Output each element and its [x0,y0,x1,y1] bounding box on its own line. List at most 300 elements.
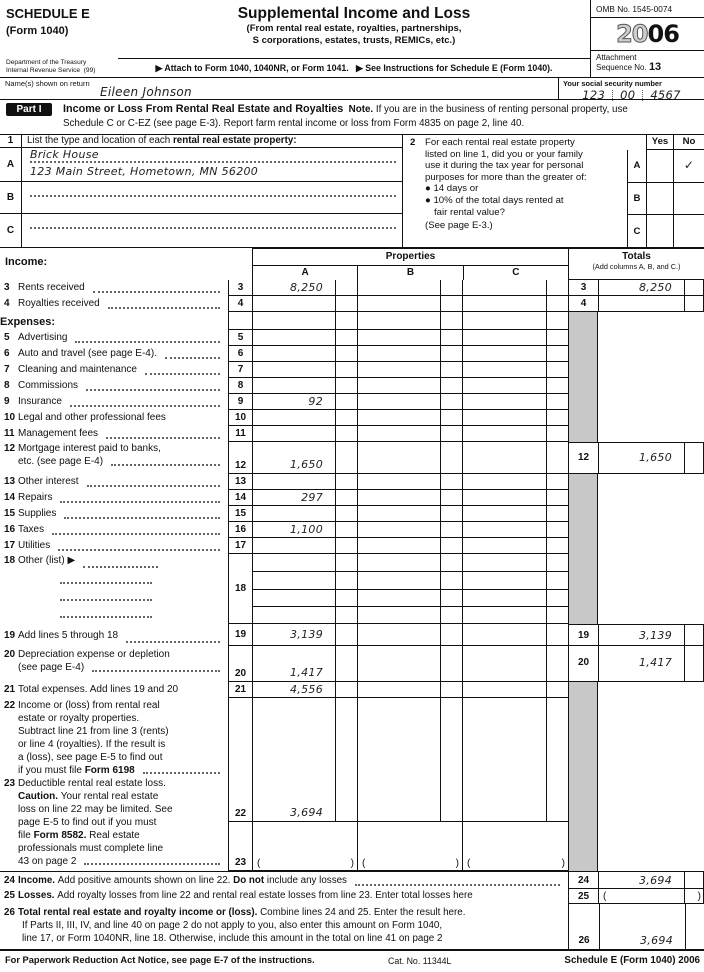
totals-empty [598,410,684,426]
line25-number: 25 [4,890,15,901]
cents-cell [440,490,462,506]
row-c-key: C [627,215,646,248]
line5-number: 5 [4,332,10,343]
line26-number: 26 [4,907,15,918]
see-instructions: ▶ See Instructions for Schedule E (Form 1040). [356,63,553,73]
property-c-entry[interactable] [22,214,402,247]
shaded-strip [568,426,598,442]
cents-cell [335,362,357,378]
line3-amount-b[interactable] [357,280,440,296]
line23-label-area [0,776,228,871]
other-list-entry-line[interactable] [60,599,152,601]
line26-text-3: line 17, or Form 1040NR, line 18. Otherwise, include this amount in the total on line 41 on page 2 [22,933,443,944]
cents-cell [546,506,568,522]
line24-label-area [0,872,568,889]
dot-leader [106,437,220,439]
line21-amount-c[interactable] [462,682,546,698]
line2-bullet-2: ● 10% of the total days rented at [425,194,564,206]
cents-cell [546,312,568,330]
line25-text: Add royalty losses from line 22 and rental real estate losses from line 23. Enter total losses here [54,890,473,901]
dept-line1: Department of the Treasury [6,59,87,66]
property-row-b [0,182,402,215]
amount-cell[interactable] [357,312,440,330]
line10-amount-c[interactable] [462,410,546,426]
properties-header [252,248,568,280]
line10-amount-a[interactable] [252,410,335,426]
property-a-address-line[interactable]: 123 Main Street, Hometown, MN 56200 [30,164,259,178]
line12-total-amount[interactable]: 1,650 [598,442,684,474]
cents-cell [335,646,357,682]
dot-leader [355,884,560,886]
cents-cell [440,698,462,822]
checkmark: ✓ [683,158,695,172]
line18-grid-number: 18 [228,554,252,624]
line4-label-area [0,296,228,312]
line10-label: Legal and other professional fees [18,412,166,423]
cents-cell [440,312,462,330]
cents-cell [440,346,462,362]
line4-amount-a[interactable] [252,296,335,312]
line14-amount-a[interactable]: 297 [252,490,335,506]
line23-amount-c[interactable] [462,822,568,871]
amount-cell[interactable] [252,312,335,330]
paren-close: ) [697,890,701,902]
expenses-section-label-area [0,312,228,330]
line12-amount-b[interactable] [357,442,440,474]
line23-number: 23 [4,778,16,789]
row-line18 [0,554,704,624]
line9-amount-c[interactable] [462,394,546,410]
line1-label-text: List the type and location of each [27,135,173,146]
line10-label-area [0,410,228,426]
line6-amount-a[interactable] [252,346,335,362]
line22-amount-a[interactable]: 3,694 [252,698,335,822]
property-b-address-line[interactable] [30,197,396,213]
attachment-label: Attachment [596,53,637,62]
rows-line22-line23 [0,698,704,871]
cents-cell [335,682,357,698]
line11-amount-b[interactable] [357,426,440,442]
line13-amount-a[interactable] [252,474,335,490]
cents-cell [546,378,568,394]
row-a-no-cell[interactable] [673,150,704,182]
line7-label: Cleaning and maintenance [18,364,137,375]
line17-label-area [0,538,228,554]
line19-grid-number: 19 [228,624,252,646]
line7-amount-a[interactable] [252,362,335,378]
cents-cell [684,872,704,889]
line9-label: Insurance [18,396,62,407]
totals-empty [598,362,684,378]
property-b-key: B [0,182,22,214]
property-c-type-line[interactable] [30,214,396,229]
line8-label: Commissions [18,380,79,391]
ssn-label: Your social security number [563,79,662,88]
line11-label: Management fees [18,428,99,439]
line3-grid-number: 3 [228,280,252,296]
shaded-strip [568,474,598,490]
totals-empty [598,522,684,538]
row-line6 [0,346,704,362]
row-b-yes-cell[interactable] [646,183,673,215]
totals-empty [684,474,704,490]
line17-amount-b[interactable] [357,538,440,554]
dot-leader [165,357,220,359]
cents-cell [546,330,568,346]
cents-cell [546,296,568,312]
totals-empty [598,330,684,346]
properties-title: Properties [253,249,568,266]
property-c-key: C [0,214,22,247]
form-header [0,0,704,78]
shaded-strip [568,312,598,330]
ssn-part3: 4567 [650,88,681,102]
ssn-separator [642,90,643,101]
line14-label-area [0,490,228,506]
totals-empty [598,394,684,410]
shaded-strip [568,362,598,378]
yes-no-header [646,135,704,150]
cents-cell [546,490,568,506]
dot-leader [84,863,220,865]
cents-cell [440,522,462,538]
row-c-yes-cell[interactable] [646,215,673,248]
property-b-type-line[interactable] [30,182,396,197]
line25-total-amount[interactable] [598,889,684,904]
line22-label-6: if you must file [18,765,85,776]
cents-cell [335,698,357,822]
line20-amount-b[interactable] [357,646,440,682]
tax-year [591,18,704,51]
line22-23-grid [228,698,568,871]
line24-number: 24 [4,875,15,886]
paren-close: ) [455,858,459,869]
line7-number: 7 [4,364,10,375]
cents-cell [335,346,357,362]
line4-amount-b[interactable] [357,296,440,312]
part1-heading-band [0,100,704,135]
line19-total-amount[interactable]: 3,139 [598,624,684,646]
attach-line: ▶ Attach to Form 1040, 1040NR, or Form 1041. [155,63,349,73]
line16-amount-c[interactable] [462,522,546,538]
cents-cell [335,312,357,330]
line24-income-bold: Income. [18,875,56,886]
row-line10 [0,410,704,426]
row-a-yes-cell[interactable] [646,150,673,182]
line8-number: 8 [4,380,10,391]
line26-text-1: Combine lines 24 and 25. Enter the result here. [257,907,466,918]
cents-cell [440,296,462,312]
cents-cell [440,426,462,442]
amount-cell[interactable] [462,312,546,330]
row-line4 [0,296,704,312]
totals-empty [684,698,704,871]
property-row-a [0,148,402,182]
schedule-title: SCHEDULE E [6,6,90,21]
line18-label: Other (list) ▶ [18,555,76,566]
other-list-entry-line[interactable] [60,582,152,584]
row-line12 [0,442,704,474]
totals-empty [598,554,684,624]
line6-amount-c[interactable] [462,346,546,362]
line15-amount-b[interactable] [357,506,440,522]
line13-number: 13 [4,476,16,487]
line20-label-area [0,646,228,682]
expenses-section-label: Expenses: [0,316,56,328]
note-text: If you are in the business of renting personal property, use [373,104,628,115]
row-line5 [0,330,704,346]
line21-amount-b[interactable] [357,682,440,698]
line10-grid-number: 10 [228,410,252,426]
line12-amount-c[interactable] [462,442,546,474]
line17-amount-c[interactable] [462,538,546,554]
line11-amount-a[interactable] [252,426,335,442]
line4-total-amount[interactable] [598,296,684,312]
name-label: Name(s) shown on return [5,79,90,88]
dept-line2: Internal Revenue Service [6,67,81,74]
cents-cell [546,410,568,426]
row-c-no-cell[interactable] [673,215,704,248]
line26-text-2: If Parts II, III, IV, and line 40 on page 2 do not apply to you, also enter this amount on Form 1040, [22,920,443,931]
line17-label: Utilities [18,540,51,551]
yes-no-row-c [627,215,704,248]
line12-label-area [0,442,228,474]
line22-label-1: Income or (loss) from rental real [18,700,160,711]
cents-cell [684,442,704,474]
cents-cell [546,474,568,490]
property-b-entry[interactable] [22,182,402,214]
ssn-field[interactable] [558,78,704,102]
line5-label-area [0,330,228,346]
dot-leader [58,549,220,551]
line5-amount-a[interactable] [252,330,335,346]
totals-empty [684,362,704,378]
form-id-block [0,0,118,77]
line26-total-box [568,904,704,949]
omb-block [590,0,704,77]
line23-label-4: page E-5 to find out if you must [18,817,157,828]
line9-label-area [0,394,228,410]
cents-cell [440,280,462,296]
row-line8 [0,378,704,394]
paren-open: ( [603,890,607,902]
line6-amount-b[interactable] [357,346,440,362]
line7-amount-c[interactable] [462,362,546,378]
totals-empty [598,474,684,490]
line20-label-2: (see page E-4) [18,661,85,673]
shaded-strip [568,394,598,410]
line7-amount-b[interactable] [357,362,440,378]
cents-cell [335,538,357,554]
line22-label-4: or line 4 (royalties). If the result is [18,739,166,750]
line14-amount-b[interactable] [357,490,440,506]
dot-leader [64,517,220,519]
line4-number: 4 [4,298,10,309]
line17-amount-a[interactable] [252,538,335,554]
row-b-key: B [627,183,646,215]
shaded-strip [568,346,598,362]
line7-grid-number: 7 [228,362,252,378]
line3-total-amount[interactable]: 8,250 [598,280,684,296]
yes-no-table [627,135,704,248]
shaded-strip [568,490,598,506]
part1-heading-line [63,103,628,115]
dot-leader [70,405,220,407]
name-ssn-row [0,78,704,100]
line23-label-5: file [18,830,34,841]
line12-amount-a[interactable]: 1,650 [252,442,335,474]
line23-amount-a[interactable] [252,822,357,871]
line5-amount-c[interactable] [462,330,546,346]
line23-label-5c: Real estate [86,830,140,841]
line22-amount-b[interactable] [357,698,440,822]
line2-text-2: listed on line 1, did you or your family [425,148,583,160]
line20-grid-number: 20 [228,646,252,682]
page-title: Supplemental Income and Loss [237,5,471,22]
line14-amount-c[interactable] [462,490,546,506]
line19-amount-a[interactable]: 3,139 [252,624,335,646]
line3-amount-a[interactable]: 8,250 [252,280,335,296]
cents-cell [335,474,357,490]
row-line21 [0,682,704,698]
part1-note-line2: Schedule C or C-EZ (see page E-3). Report farm rental income or loss from Form 4835 on page 2, line 40. [63,118,525,129]
cents-cell [335,410,357,426]
row-line13 [0,474,704,490]
line19-amount-c[interactable] [462,624,546,646]
property-column-letters [253,266,568,280]
cents-cell [440,330,462,346]
line13-label: Other interest [18,476,79,487]
taxpayer-name-value[interactable]: Eileen Johnson [100,85,192,99]
totals-empty [598,426,684,442]
line2-pane [403,135,704,247]
line20-total-amount[interactable]: 1,417 [598,646,684,682]
cents-cell [546,346,568,362]
line9-amount-b[interactable] [357,394,440,410]
name-field[interactable] [0,78,558,99]
line22-number: 22 [4,700,16,711]
cents-cell [440,442,462,474]
row-b-no-cell[interactable] [673,183,704,215]
no-column-header: No [673,135,704,149]
line8-amount-c[interactable] [462,378,546,394]
totals-empty [598,682,684,698]
line4-amount-c[interactable] [462,296,546,312]
row-line16 [0,522,704,538]
line22-amount-c[interactable] [462,698,546,822]
column-a-header: A [301,267,309,278]
line14-grid-number: 14 [228,490,252,506]
line23-label-6: professionals must complete line [18,843,164,854]
page-footer [0,951,704,970]
property-a-type-line[interactable]: Brick House [30,148,396,163]
shaded-strip [568,554,598,624]
totals-empty [684,410,704,426]
line25-label-area [0,889,568,904]
line8-amount-b[interactable] [357,378,440,394]
line24-text: Add positive amounts shown on line 22. [55,875,234,886]
row-line19 [0,624,704,646]
line20-amount-a[interactable]: 1,417 [252,646,335,682]
line10-amount-b[interactable] [357,410,440,426]
cents-cell [440,378,462,394]
line2-number: 2 [410,137,416,148]
cents-cell [546,522,568,538]
line3-amount-c[interactable] [462,280,546,296]
cents-cell [335,426,357,442]
line12-total-number: 12 [568,442,598,474]
cents-cell [335,296,357,312]
line18-grid [228,554,568,624]
line5-grid-number: 5 [228,330,252,346]
line1-label [22,135,297,147]
line15-grid-number: 15 [228,506,252,522]
line9-amount-a[interactable]: 92 [252,394,335,410]
dot-leader [60,501,220,503]
line24-total-amount[interactable]: 3,694 [598,872,684,889]
line26-total-amount[interactable]: 3,694 [599,904,685,949]
dot-leader [111,464,220,466]
row-expenses-header [0,312,704,330]
line16-label: Taxes [18,524,45,535]
totals-empty [598,312,684,330]
line5-amount-b[interactable] [357,330,440,346]
other-list-entry-line[interactable] [83,566,158,568]
line2-text-1: For each rental real estate property [425,137,575,148]
line15-amount-c[interactable] [462,506,546,522]
cents-cell [335,624,357,646]
line13-amount-b[interactable] [357,474,440,490]
line23-amount-b[interactable] [357,822,462,871]
attachment-sequence [591,51,704,72]
line19-amount-b[interactable] [357,624,440,646]
other-list-entry-line[interactable] [60,616,152,618]
line8-amount-a[interactable] [252,378,335,394]
line25-total-number: 25 [568,889,598,904]
line15-label-area [0,506,228,522]
attach-instructions [118,58,590,77]
line24-donot-bold: Do not [233,875,265,886]
line21-amount-a[interactable]: 4,556 [252,682,335,698]
cents-cell [335,506,357,522]
line3-label-area [0,280,228,296]
year-outline: 20 [616,20,648,48]
row-line14 [0,490,704,506]
line23-label-3: loss on line 22 may be limited. See [18,804,173,815]
cents-cell [335,522,357,538]
cents-cell [684,646,704,682]
yes-column-header: Yes [646,135,673,149]
line23-label-1: Deductible rental real estate loss. [18,778,166,789]
line20-amount-c[interactable] [462,646,546,682]
row-line9 [0,394,704,410]
line16-amount-b[interactable] [357,522,440,538]
line16-amount-a[interactable]: 1,100 [252,522,335,538]
column-b-header: B [357,266,462,280]
line15-amount-a[interactable] [252,506,335,522]
form-footer-id: Schedule E (Form 1040) 2006 [564,955,700,966]
line16-number: 16 [4,524,16,535]
line16-grid-number: 16 [228,522,252,538]
cents-cell [546,624,568,646]
line11-amount-c[interactable] [462,426,546,442]
cents-cell [335,330,357,346]
property-a-entry[interactable] [22,148,402,181]
property-c-address-line[interactable] [30,229,396,245]
income-section-label: Income: [5,256,48,268]
line3-label: Rents received [18,282,85,293]
line13-amount-c[interactable] [462,474,546,490]
